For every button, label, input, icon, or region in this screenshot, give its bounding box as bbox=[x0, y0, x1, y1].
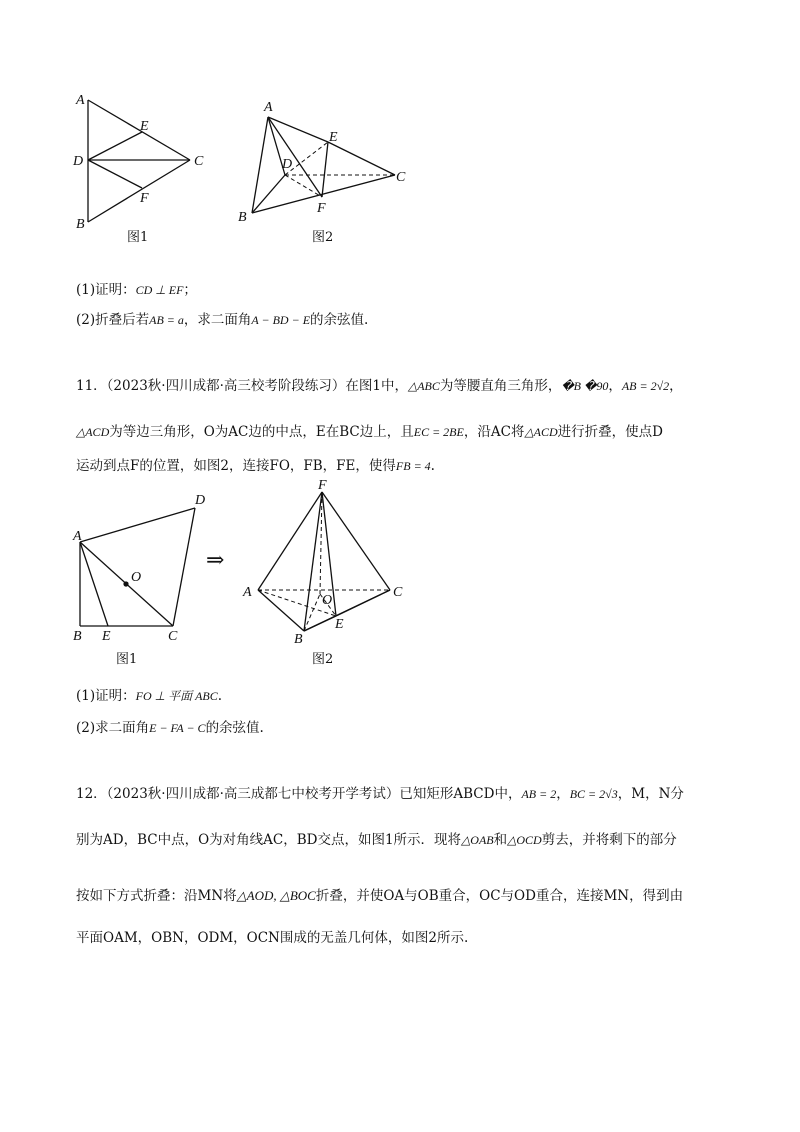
q11-part2: (2)求二面角E − FA − C的余弦值. bbox=[76, 720, 264, 736]
label-A: A bbox=[243, 585, 252, 600]
label-B: B bbox=[238, 210, 247, 225]
label-B: B bbox=[73, 629, 82, 644]
label-E: E bbox=[335, 617, 344, 632]
label-C: C bbox=[194, 154, 204, 169]
q11-line1: 11．（2023秋·四川成都·高三校考阶段练习）在图1中，△ABC为等腰直角三角形，�B �90，AB = 2√2， bbox=[76, 378, 683, 394]
label-F: F bbox=[317, 201, 326, 216]
q11-figure-1-caption: 图1 bbox=[116, 652, 138, 667]
q11-figure-2-caption: 图2 bbox=[312, 652, 334, 667]
label-C: C bbox=[168, 629, 178, 644]
top-figure-1-caption: 图1 bbox=[127, 230, 149, 245]
label-A: A bbox=[264, 100, 273, 115]
q10-part1: (1)证明：CD ⊥ EF； bbox=[76, 282, 197, 298]
q11-figure-2 bbox=[238, 476, 408, 646]
label-A: A bbox=[73, 529, 82, 544]
label-B: B bbox=[76, 217, 85, 232]
midpoint-O bbox=[123, 581, 128, 586]
label-F: F bbox=[318, 478, 327, 493]
label-E: E bbox=[102, 629, 111, 644]
q12-line3: 按如下方式折叠：沿MN将△AOD, △BOC折叠，并使OA与OB重合，OC与OD重合，连接MN，得到由 bbox=[76, 888, 684, 904]
label-A: A bbox=[76, 93, 85, 108]
q11-figure-1 bbox=[68, 490, 218, 650]
q12-line4: 平面OAM，OBN，ODM，OCN围成的无盖几何体，如图2所示. bbox=[76, 930, 469, 946]
label-F: F bbox=[140, 191, 149, 206]
top-figure-2-caption: 图2 bbox=[312, 230, 334, 245]
label-D: D bbox=[73, 154, 84, 169]
label-D: D bbox=[282, 157, 293, 172]
q12-line1: 12．（2023秋·四川成都·高三成都七中校考开学考试）已知矩形ABCD中，AB = 2，BC = 2√3，M，N分 bbox=[76, 786, 684, 802]
label-E: E bbox=[140, 119, 149, 134]
q11-line3: 运动到点F的位置，如图2，连接FO，FB，FE，使得FB = 4. bbox=[76, 458, 435, 474]
q11-line2: △ACD为等边三角形，O为AC边的中点，E在BC边上，且EC = 2BE，沿AC将△ACD进行折叠，使点D bbox=[76, 424, 663, 440]
label-B: B bbox=[294, 632, 303, 647]
q12-line2: 别为AD，BC中点，O为对角线AC，BD交点，如图1所示．现将△OAB和△OCD剪去，并将剩下的部分 bbox=[76, 832, 677, 848]
top-figure-2 bbox=[230, 95, 420, 235]
label-O: O bbox=[322, 593, 333, 608]
label-O: O bbox=[131, 570, 142, 585]
label-C: C bbox=[393, 585, 403, 600]
q10-part2: (2)折叠后若AB = a，求二面角A − BD − E的余弦值. bbox=[76, 312, 369, 328]
fold-arrow: ⇒ bbox=[206, 548, 225, 573]
label-D: D bbox=[195, 493, 206, 508]
label-E: E bbox=[329, 130, 338, 145]
label-C: C bbox=[396, 170, 406, 185]
q11-part1: (1)证明：FO ⊥ 平面 ABC. bbox=[76, 688, 223, 704]
